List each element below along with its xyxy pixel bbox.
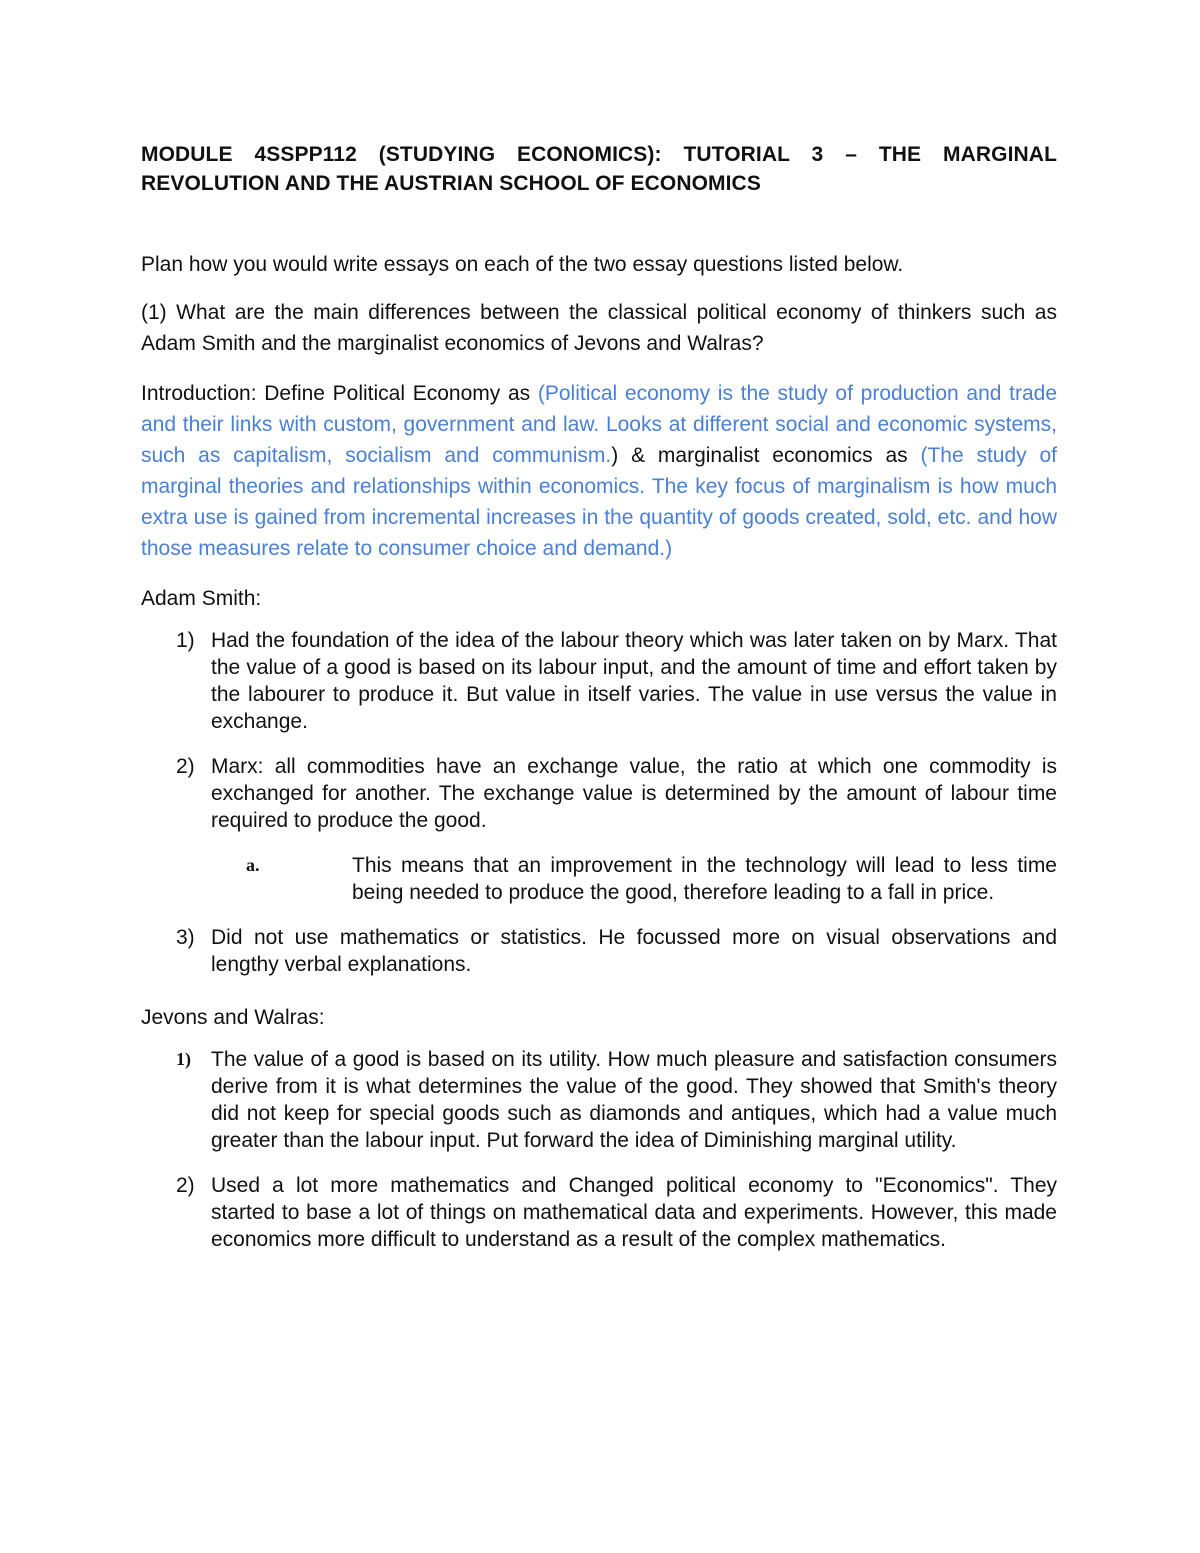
sub-list-item (211, 852, 1057, 906)
list-item-text: Used a lot more mathematics and Changed political economy to "Economics". They started to base a lot of things on mathematical data and experiments. However, this made economics more difficult to understand as a result of the complex mathematics. (211, 1174, 1057, 1251)
document-title: MODULE 4SSPP112 (STUDYING ECONOMICS): TUTORIAL 3 – THE MARGINAL REVOLUTION AND THE AUSTRIAN SCHOOL OF ECONOMICS (141, 143, 1057, 195)
jevons-walras-points-list (141, 1046, 1057, 1253)
list-item-text: The value of a good is based on its utility. How much pleasure and satisfaction consumers derive from it is what determines the value of the good. They showed that Smith's theory did not keep for special goods such as diamonds and antiques, which had a value much greater than the labour input. Put forward the idea of Diminishing marginal utility. (211, 1048, 1057, 1152)
list-number: 1) (176, 1049, 191, 1069)
instruction-text: Plan how you would write essays on each of the two essay questions listed below. (141, 253, 904, 276)
list-item-text: Marx: all commodities have an exchange value, the ratio at which one commodity is exchanged for another. The exchange value is determined by the amount of labour time required to produce the good. (211, 755, 1057, 832)
list-number: 2) (176, 1174, 195, 1197)
list-number: 3) (176, 926, 195, 949)
list-item-text: Had the foundation of the idea of the labour theory which was later taken on by Marx. That the value of a good is based on its labour input, and the amount of time and effort taken by the labourer to produce it. But value in itself varies. The value in use versus the value in exchange. (211, 629, 1057, 733)
document-page (141, 140, 1057, 1271)
list-item (141, 753, 1057, 906)
list-item (141, 1046, 1057, 1154)
jevons-walras-heading: Jevons and Walras: (141, 1006, 325, 1029)
sub-list-letter: a. (246, 855, 260, 875)
list-number: 2) (176, 755, 195, 778)
list-item (141, 627, 1057, 735)
list-item (141, 1172, 1057, 1253)
sub-list-item-text: This means that an improvement in the technology will lead to less time being needed to produce the good, therefore leading to a fall in price. (352, 854, 1057, 904)
smith-heading: Adam Smith: (141, 587, 262, 610)
introduction-connector: ) & marginalist economics as (611, 444, 921, 467)
list-item (141, 924, 1057, 978)
political-economy-definition: (Political economy is the study of production and trade and their links with custom, government and law. Looks at different social and economic systems, such as capitalism, socialism and communism. (141, 382, 1058, 467)
essay-question: (1) What are the main differences between the classical political economy of thinkers such as Adam Smith and the marginalist economics of Jevons and Walras? (141, 301, 1057, 355)
introduction-paragraph (141, 378, 1057, 564)
introduction-lead: Introduction: Define Political Economy as (141, 382, 538, 405)
marginalist-economics-definition: (The study of marginal theories and relationships within economics. The key focus of marginalism is how much extra use is gained from incremental increases in the quantity of goods created, sold, etc. and how those measures relate to consumer choice and demand.) (141, 444, 1057, 560)
list-number: 1) (176, 629, 195, 652)
smith-points-list (141, 627, 1057, 978)
list-item-text: Did not use mathematics or statistics. He focussed more on visual observations and lengthy verbal explanations. (211, 926, 1057, 976)
